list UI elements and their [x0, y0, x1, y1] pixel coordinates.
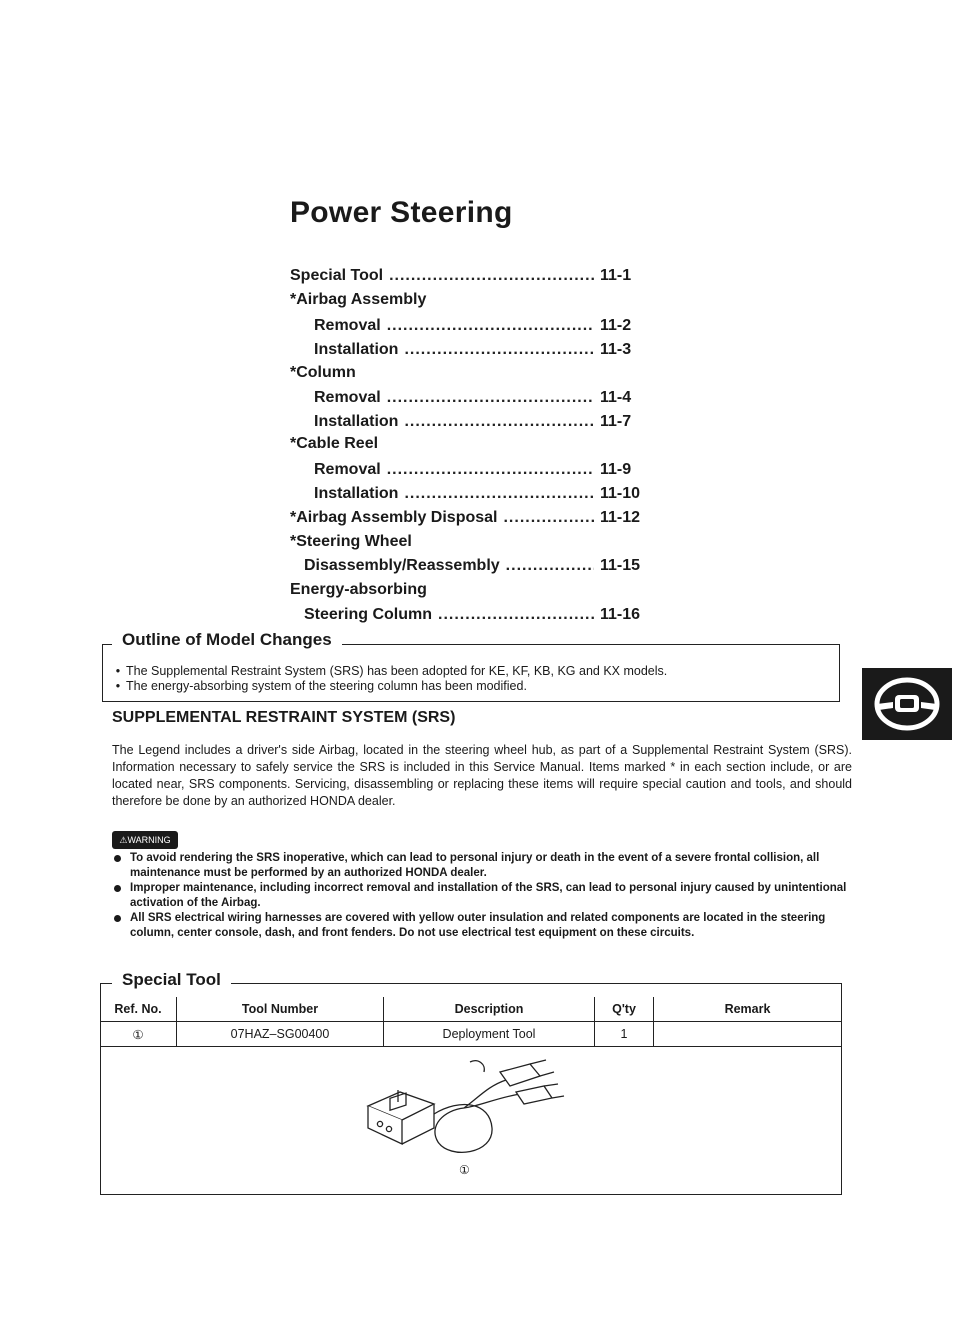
- toc-item-airbag-installation[interactable]: Installation ..... 11-3: [314, 339, 656, 361]
- toc-item-steering-column[interactable]: Steering Column ..... 11-16: [304, 604, 656, 626]
- toc-heading-column: *Column: [290, 364, 356, 381]
- toc-heading-airbag-assembly: *Airbag Assembly: [290, 291, 427, 308]
- special-tool-table: [100, 997, 841, 1047]
- cell-ref-no: ①: [100, 1022, 177, 1047]
- toc-item-cable-reel-removal[interactable]: Removal ..... 11-9: [314, 459, 656, 481]
- page-title: Power Steering: [290, 196, 513, 229]
- outline-title: Outline of Model Changes: [112, 630, 342, 650]
- cell-remark: [654, 1022, 842, 1047]
- table-row: [100, 1022, 841, 1047]
- toc-item-column-removal[interactable]: Removal ..... 11-4: [314, 387, 656, 409]
- cell-qty: 1: [595, 1022, 654, 1047]
- toc-item-special-tool[interactable]: Special Tool ..... 11-1: [290, 265, 656, 287]
- toc-item-airbag-removal[interactable]: Removal ..... 11-2: [314, 315, 656, 337]
- special-tool-title: Special Tool: [112, 970, 231, 990]
- toc-item-airbag-disposal[interactable]: *Airbag Assembly Disposal ..... 11-12: [290, 507, 656, 529]
- header-description: Description: [384, 997, 595, 1022]
- warning-item: To avoid rendering the SRS inoperative, which can lead to personal injury or death in the event of a severe frontal collision, all maintenance must be performed by an authorized HONDA dealer.: [112, 851, 857, 880]
- outline-list: [110, 664, 667, 694]
- warning-item: All SRS electrical wiring harnesses are covered with yellow outer insulation and related components are located in the steering column, center console, dash, and front fenders. Do not use electrical test equipment on these circuits.: [112, 911, 857, 940]
- figure-ref-label: ①: [459, 1163, 470, 1177]
- toc-heading-cable-reel: *Cable Reel: [290, 435, 379, 452]
- toc-heading-steering-wheel: *Steering Wheel: [290, 533, 412, 550]
- header-tool-number: Tool Number: [177, 997, 384, 1022]
- deployment-tool-illustration: [360, 1058, 570, 1168]
- warning-item: Improper maintenance, including incorrect removal and installation of the SRS, can lead to personal injury caused by unintentional activation of the Airbag.: [112, 881, 857, 910]
- toc-item-cable-reel-installation[interactable]: Installation ..... 11-10: [314, 483, 656, 505]
- table-header-row: [100, 997, 841, 1022]
- cell-description: Deployment Tool: [384, 1022, 595, 1047]
- outline-item: • The Supplemental Restraint System (SRS) has been adopted for KE, KF, KB, KG and KX models.: [110, 664, 667, 679]
- header-qty: Q'ty: [595, 997, 654, 1022]
- header-remark: Remark: [654, 997, 842, 1022]
- srs-heading: SUPPLEMENTAL RESTRAINT SYSTEM (SRS): [112, 709, 456, 726]
- cell-tool-number: 07HAZ–SG00400: [177, 1022, 384, 1047]
- warning-badge: ⚠WARNING: [112, 831, 178, 849]
- header-ref-no: Ref. No.: [100, 997, 177, 1022]
- steering-wheel-airbag-icon: [862, 668, 952, 740]
- outline-item: • The energy-absorbing system of the steering column has been modified.: [110, 679, 667, 694]
- toc-item-column-installation[interactable]: Installation ..... 11-7: [314, 411, 656, 433]
- toc-heading-energy-absorbing: Energy-absorbing: [290, 581, 427, 598]
- warning-list: [112, 851, 857, 941]
- toc-item-disassembly-reassembly[interactable]: Disassembly/Reassembly ..... 11-15: [304, 555, 656, 577]
- srs-paragraph: The Legend includes a driver's side Airbag, located in the steering wheel hub, as part of a Supplemental Restraint System (SRS). Information necessary to safely service the SRS is included in this Service Manual. Items marked * in each section include, or are located near, SRS components. Servicing, disassembling or replacing these items will require special caution and tools, and should therefore be done by an authorized HONDA dealer.: [112, 743, 852, 808]
